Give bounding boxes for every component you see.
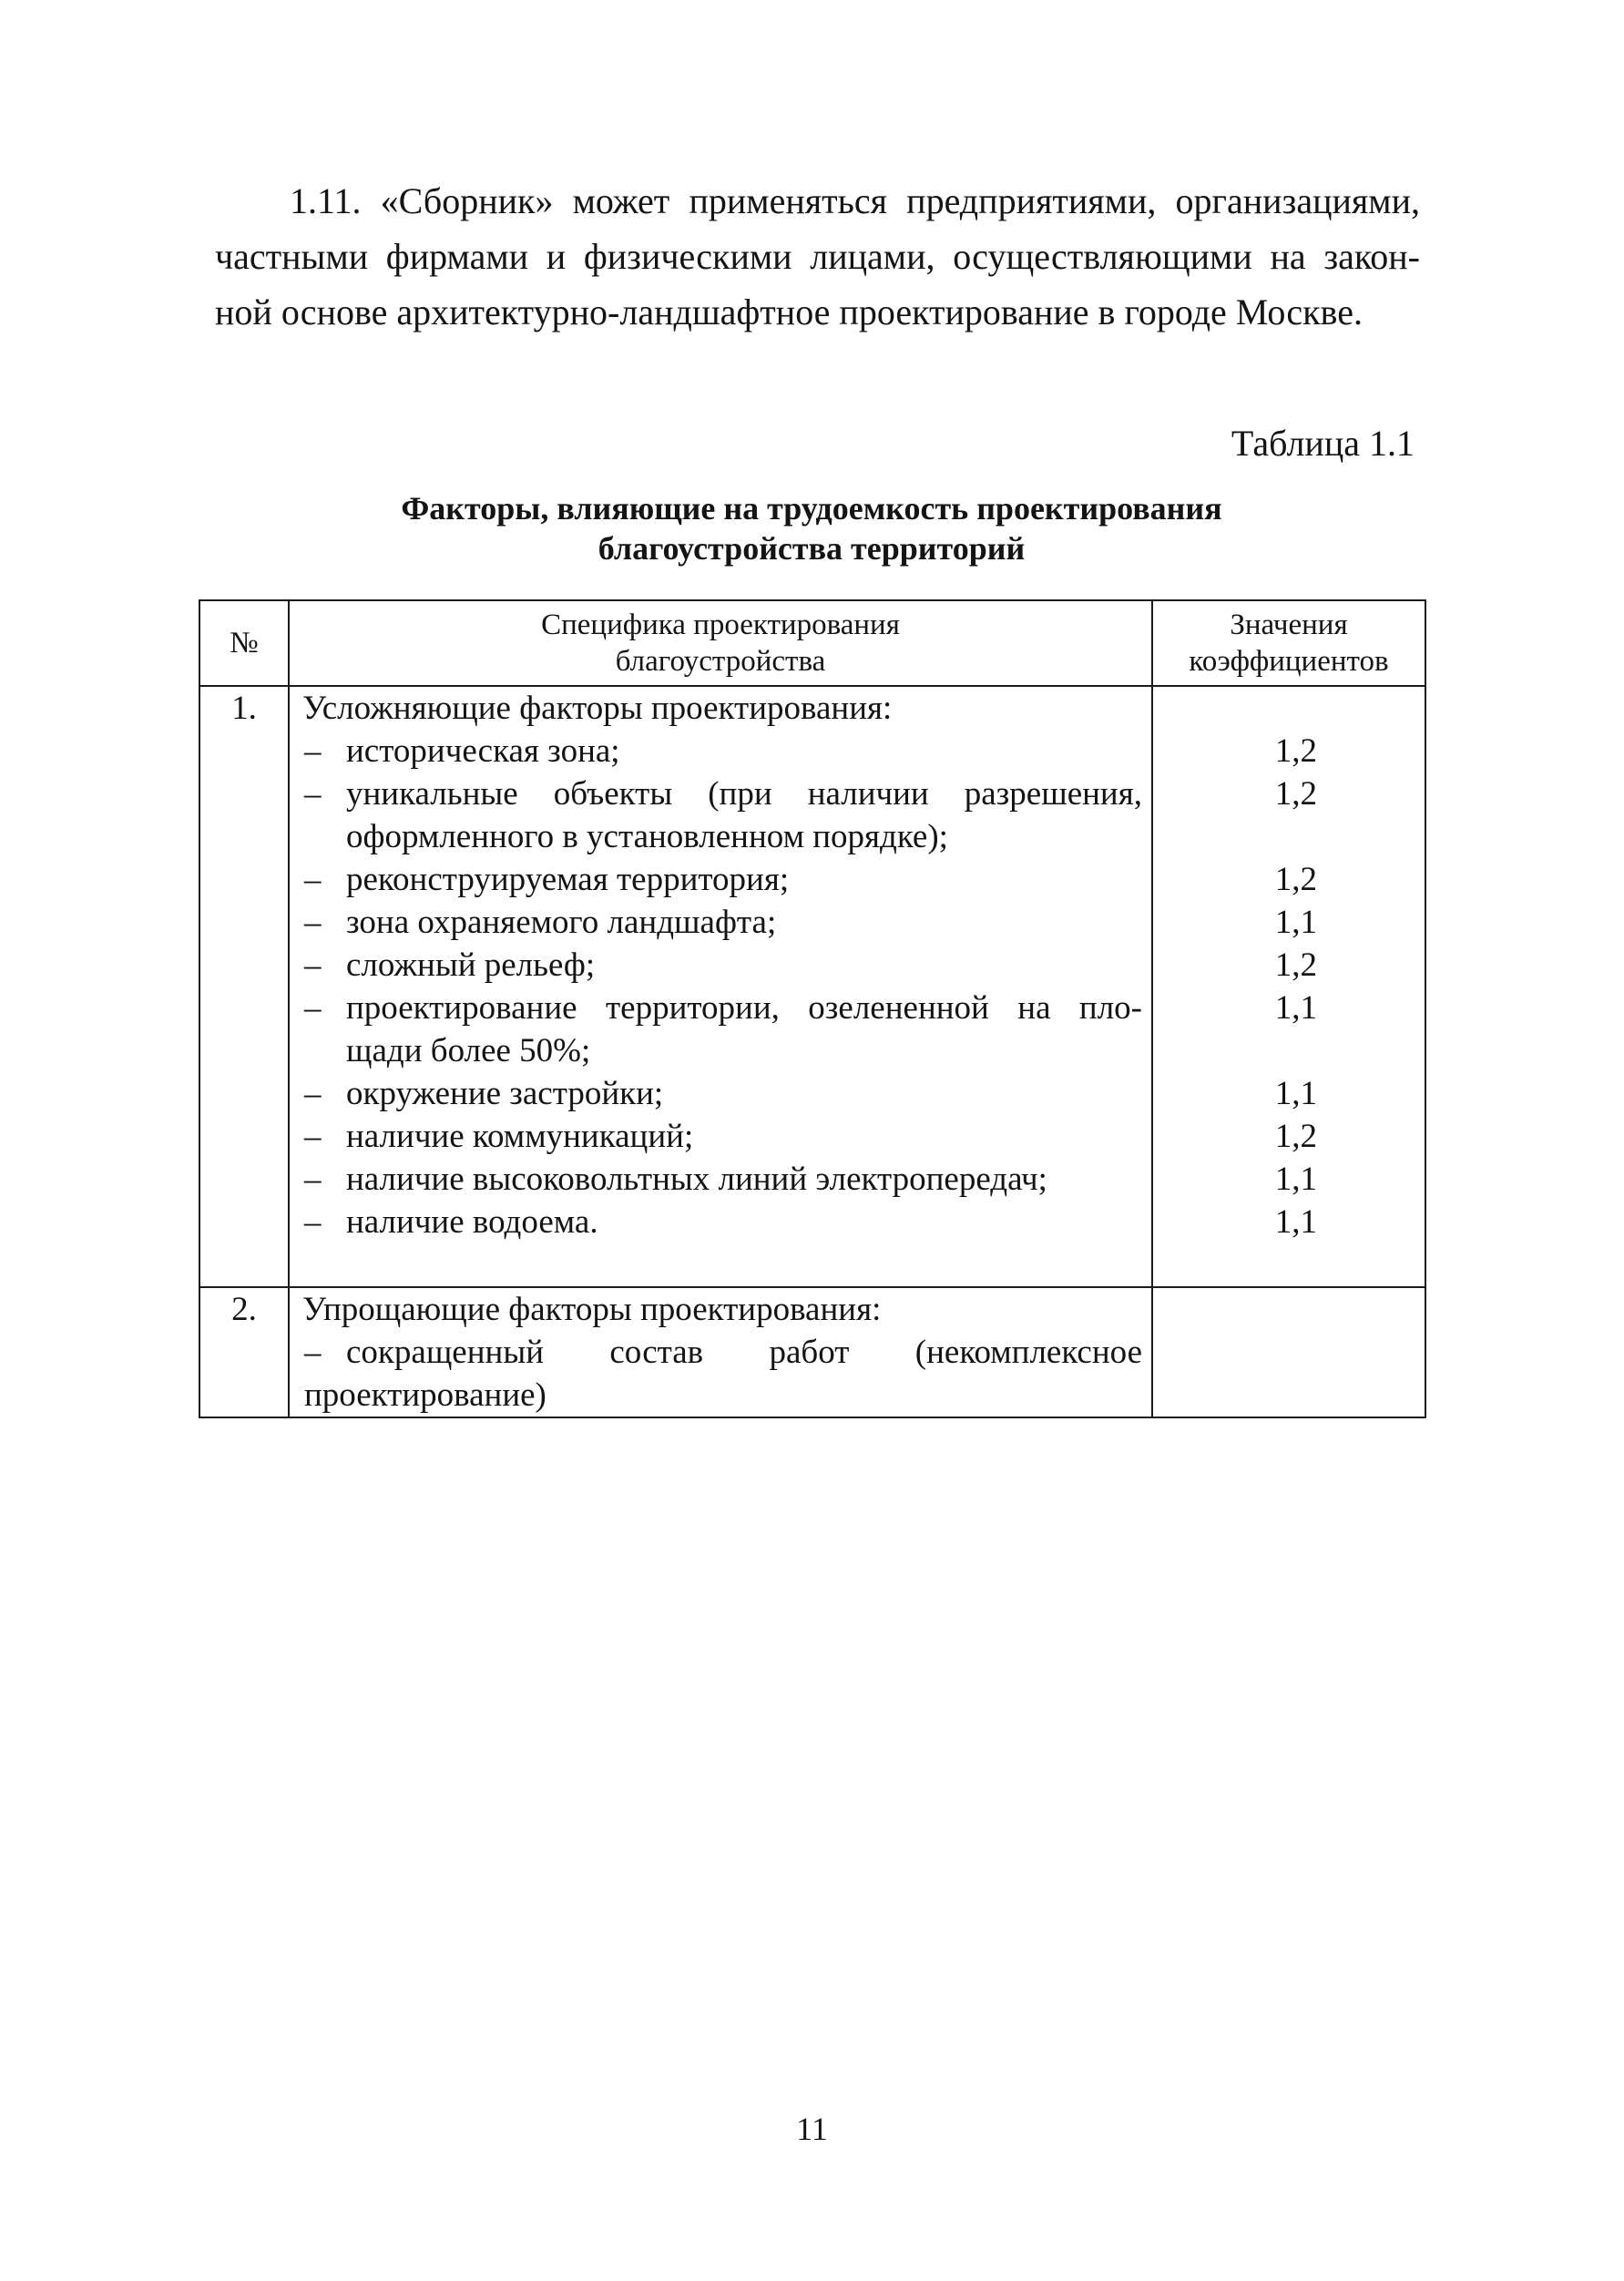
factors-table (199, 599, 1426, 1418)
header-values (1152, 600, 1425, 686)
factor-item: – наличие высоковольтных линий электропередач; (290, 1158, 1151, 1201)
value-blank (1153, 1029, 1425, 1072)
coefficient-value: 1,1 (1274, 989, 1317, 1027)
row-specifics (289, 1287, 1152, 1417)
coefficient-value: 1,2 (1274, 775, 1317, 813)
row-number: 1. (199, 686, 289, 1287)
factor-item: – уникальные объекты (при наличии разрешения, (290, 772, 1151, 815)
table-header-row (199, 600, 1425, 686)
table-title (199, 488, 1425, 568)
table-title-line: благоустройства территорий (598, 530, 1026, 567)
coefficient-value: 1,2 (1274, 861, 1317, 898)
row-heading: Усложняющие факторы проектирования: (302, 690, 893, 727)
table-label: Таблица 1.1 (1231, 423, 1415, 464)
coefficient-value: 1,1 (1274, 1161, 1317, 1198)
factor-item: – историческая зона; (290, 730, 1151, 772)
paragraph-line: 1.11. «Сборник» может применяться предприятиями, организациями, (290, 180, 1420, 221)
row-specifics (289, 686, 1152, 1287)
factor-item: – сложный рельеф; (290, 944, 1151, 987)
factor-item: – сокращенный состав работ (некомплексное (290, 1331, 1151, 1374)
factor-item: – реконструируемая территория; (290, 858, 1151, 901)
header-specifics (289, 600, 1152, 686)
header-values-line: коэффициентов (1189, 645, 1389, 678)
value-blank (1153, 687, 1425, 730)
factor-item-continuation: щади более 50%; (346, 1032, 591, 1069)
page-number: 11 (796, 2111, 828, 2147)
row-values (1152, 1287, 1425, 1417)
coefficient-value: 1,2 (1274, 1118, 1317, 1155)
header-specifics-line: благоустройства (615, 645, 826, 678)
coefficient-value: 1,2 (1274, 946, 1317, 984)
row-spacer (290, 1243, 1151, 1286)
coefficient-value: 1,1 (1274, 904, 1317, 941)
factor-item-continuation: проектирование) (304, 1376, 546, 1414)
paragraph-line: ной основе архитектурно-ландшафтное проектирование в городе Москве. (215, 292, 1363, 332)
row-number: 2. (199, 1287, 289, 1417)
table-row (199, 686, 1425, 1287)
factor-item: – наличие водоема. (290, 1201, 1151, 1243)
value-blank (1153, 815, 1425, 858)
intro-paragraph (215, 173, 1420, 340)
row-heading: Упрощающие факторы проектирования: (302, 1291, 882, 1328)
factor-item: – наличие коммуникаций; (290, 1115, 1151, 1158)
coefficient-value: 1,1 (1274, 1075, 1317, 1112)
factor-item: – окружение застройки; (290, 1072, 1151, 1115)
factor-item: – зона охраняемого ландшафта; (290, 901, 1151, 944)
factor-item-continuation: оформленного в установленном порядке); (346, 818, 948, 855)
header-specifics-line: Специфика проектирования (541, 609, 900, 641)
factor-item: – проектирование территории, озелененной на пло- (290, 987, 1151, 1029)
row-values (1152, 686, 1425, 1287)
coefficient-value: 1,1 (1274, 1203, 1317, 1241)
header-number: № (199, 600, 289, 686)
table-row (199, 1287, 1425, 1417)
table-title-line: Факторы, влияющие на трудоемкость проектирования (401, 490, 1222, 527)
paragraph-line: частными фирмами и физическими лицами, осуществляющими на закон- (215, 236, 1420, 277)
header-values-line: Значения (1230, 609, 1348, 641)
coefficient-value: 1,2 (1274, 732, 1317, 770)
